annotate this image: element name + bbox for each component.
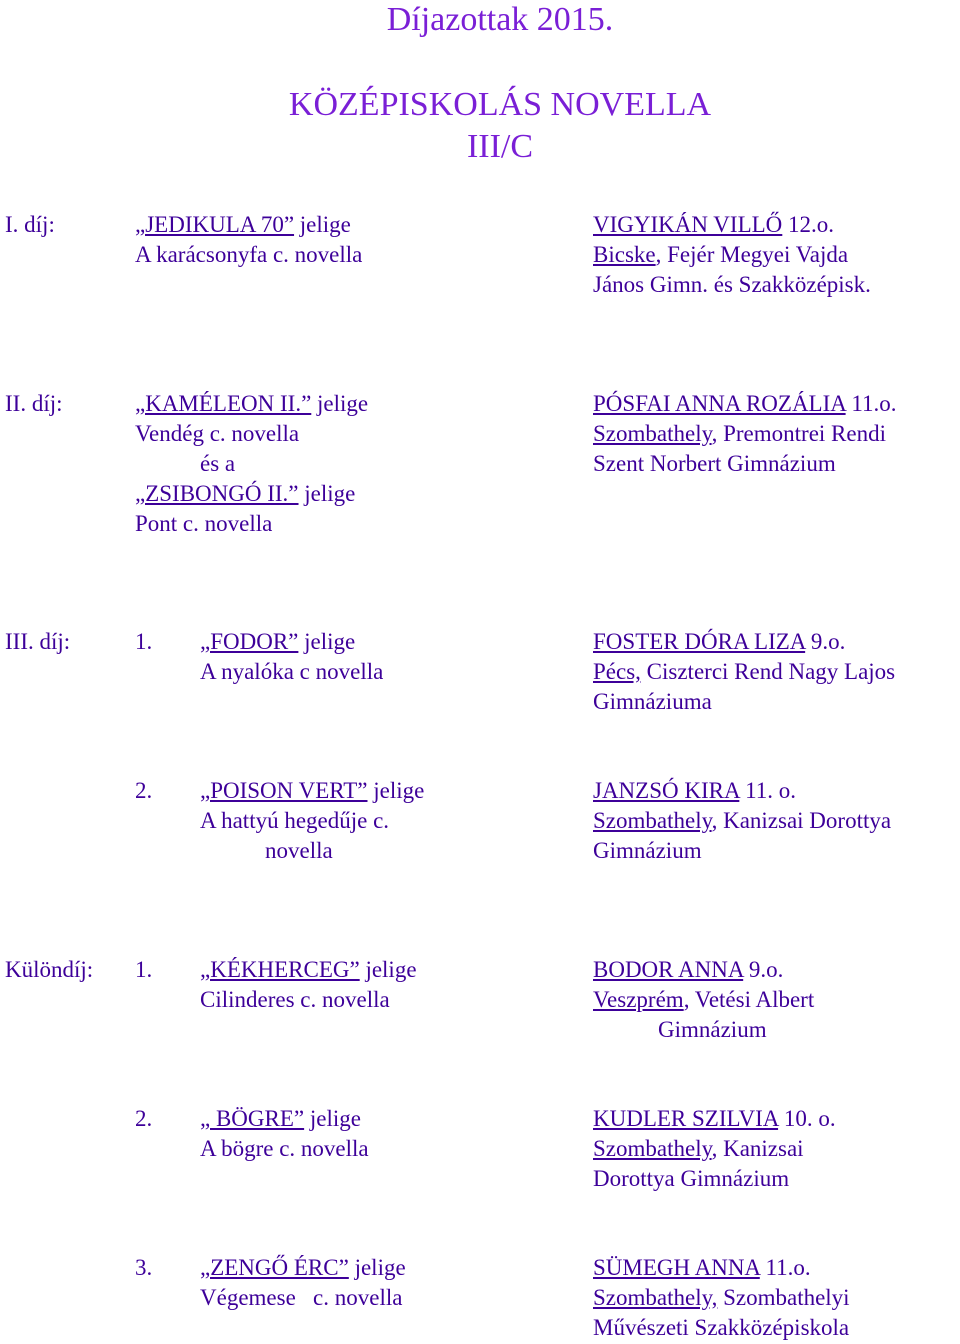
work-title: Vendég c. novella [135, 421, 300, 446]
school [593, 1283, 850, 1313]
work-title: A bögre c. novella [200, 1136, 369, 1161]
school-name: Szombathelyi [717, 1285, 850, 1310]
school-city: Pécs, [593, 659, 641, 684]
winner-name: BODOR ANNA [593, 957, 744, 982]
code-text: „FODOR” [200, 629, 299, 654]
jelige-text: jelige [359, 957, 417, 982]
code-text: „ZSIBONGÓ II.” [135, 481, 299, 506]
winner [593, 389, 897, 419]
category-heading: KÖZÉPISKOLÁS NOVELLA [288, 86, 712, 123]
jelige-text: jelige [298, 481, 356, 506]
school [593, 806, 891, 836]
winner-grade: 11.o. [845, 391, 897, 416]
school [593, 1134, 804, 1164]
entry-number: 2. [135, 778, 153, 803]
entry-code [200, 776, 424, 806]
school-city: Bicske [593, 242, 656, 267]
jelige-text: jelige [294, 212, 351, 237]
school-line2: Gimnáziuma [593, 689, 712, 714]
winner-grade: 12.o. [782, 212, 835, 237]
school [593, 419, 886, 449]
school [593, 985, 814, 1015]
work-title: Végemese c. novella [200, 1285, 403, 1310]
work-title: A karácsonyfa c. novella [135, 242, 363, 267]
school-line2: Gimnázium [593, 838, 702, 863]
school-city: Veszprém [593, 987, 684, 1012]
entry-code [200, 627, 355, 657]
entry-code-2 [135, 479, 355, 509]
school-line2: Gimnázium [658, 1017, 767, 1042]
school-city: Szombathely [593, 421, 712, 446]
school-name: , Vetési Albert [683, 987, 815, 1012]
winner-name: FOSTER DÓRA LIZA [593, 629, 806, 654]
winner-name: VIGYIKÁN VILLŐ [593, 212, 783, 237]
prize-label: III. díj: [5, 629, 71, 654]
winner-grade: 9.o. [743, 957, 784, 982]
school [593, 240, 848, 270]
work-title-2: Pont c. novella [135, 511, 273, 536]
winner [593, 1253, 811, 1283]
school-line2: Művészeti Szakközépiskola [593, 1315, 850, 1340]
entry-number: 3. [135, 1255, 153, 1280]
work-title: A nyalóka c novella [200, 659, 384, 684]
winner [593, 210, 834, 240]
school-line2: Dorottya Gimnázium [593, 1166, 790, 1191]
page-title: Díjazottak 2015. [386, 1, 614, 38]
entry-code [135, 210, 351, 240]
group-heading: III/C [466, 128, 534, 165]
school-city: Szombathely [593, 808, 712, 833]
winner-grade: 11.o. [759, 1255, 811, 1280]
jelige-text: jelige [304, 1106, 361, 1131]
entry-code [200, 955, 417, 985]
entry-code [135, 389, 368, 419]
jelige-text: jelige [311, 391, 369, 416]
jelige-text: jelige [298, 629, 356, 654]
winner [593, 955, 783, 985]
work-title: A hattyú hegedűje c. [200, 808, 390, 833]
work-title-line2: novella [265, 838, 333, 863]
code-text: „ BÖGRE” [200, 1106, 305, 1131]
code-text: „KAMÉLEON II.” [135, 391, 312, 416]
school-name: , Kanizsai [711, 1136, 804, 1161]
winner-grade: 9.o. [805, 629, 846, 654]
winner-name: SÜMEGH ANNA [593, 1255, 760, 1280]
winner-name: PÓSFAI ANNA ROZÁLIA [593, 391, 846, 416]
school-city: Szombathely [593, 1136, 712, 1161]
school-name: , Premontrei Rendi [711, 421, 886, 446]
winner-grade: 10. o. [778, 1106, 836, 1131]
code-text: „POISON VERT” [200, 778, 368, 803]
jelige-text: jelige [348, 1255, 406, 1280]
code-text: „KÉKHERCEG” [200, 957, 360, 982]
work-title: Cilinderes c. novella [200, 987, 390, 1012]
entry-number: 1. [135, 629, 153, 654]
conjunction: és a [200, 451, 236, 476]
school-name: , Fejér Megyei Vajda [655, 242, 849, 267]
school-name: , Kanizsai Dorottya [711, 808, 892, 833]
jelige-text: jelige [367, 778, 425, 803]
school-line2: Szent Norbert Gimnázium [593, 451, 836, 476]
winner [593, 627, 845, 657]
school [593, 657, 895, 687]
winner [593, 1104, 836, 1134]
winner-name: JANZSÓ KIRA [593, 778, 740, 803]
school-name: Ciszterci Rend Nagy Lajos [640, 659, 896, 684]
entry-number: 2. [135, 1106, 153, 1131]
entry-code [200, 1104, 361, 1134]
winner-name: KUDLER SZILVIA [593, 1106, 779, 1131]
winner-grade: 11. o. [739, 778, 796, 803]
prize-label: Különdíj: [5, 957, 94, 982]
prize-label: II. díj: [5, 391, 63, 416]
code-text: „ZENGŐ ÉRC” [200, 1255, 349, 1280]
school-line2: János Gimn. és Szakközépisk. [593, 272, 871, 297]
entry-code [200, 1253, 406, 1283]
school-city: Szombathely, [593, 1285, 718, 1310]
code-text: „JEDIKULA 70” [135, 212, 295, 237]
entry-number: 1. [135, 957, 153, 982]
winner [593, 776, 796, 806]
prize-label: I. díj: [5, 212, 55, 237]
